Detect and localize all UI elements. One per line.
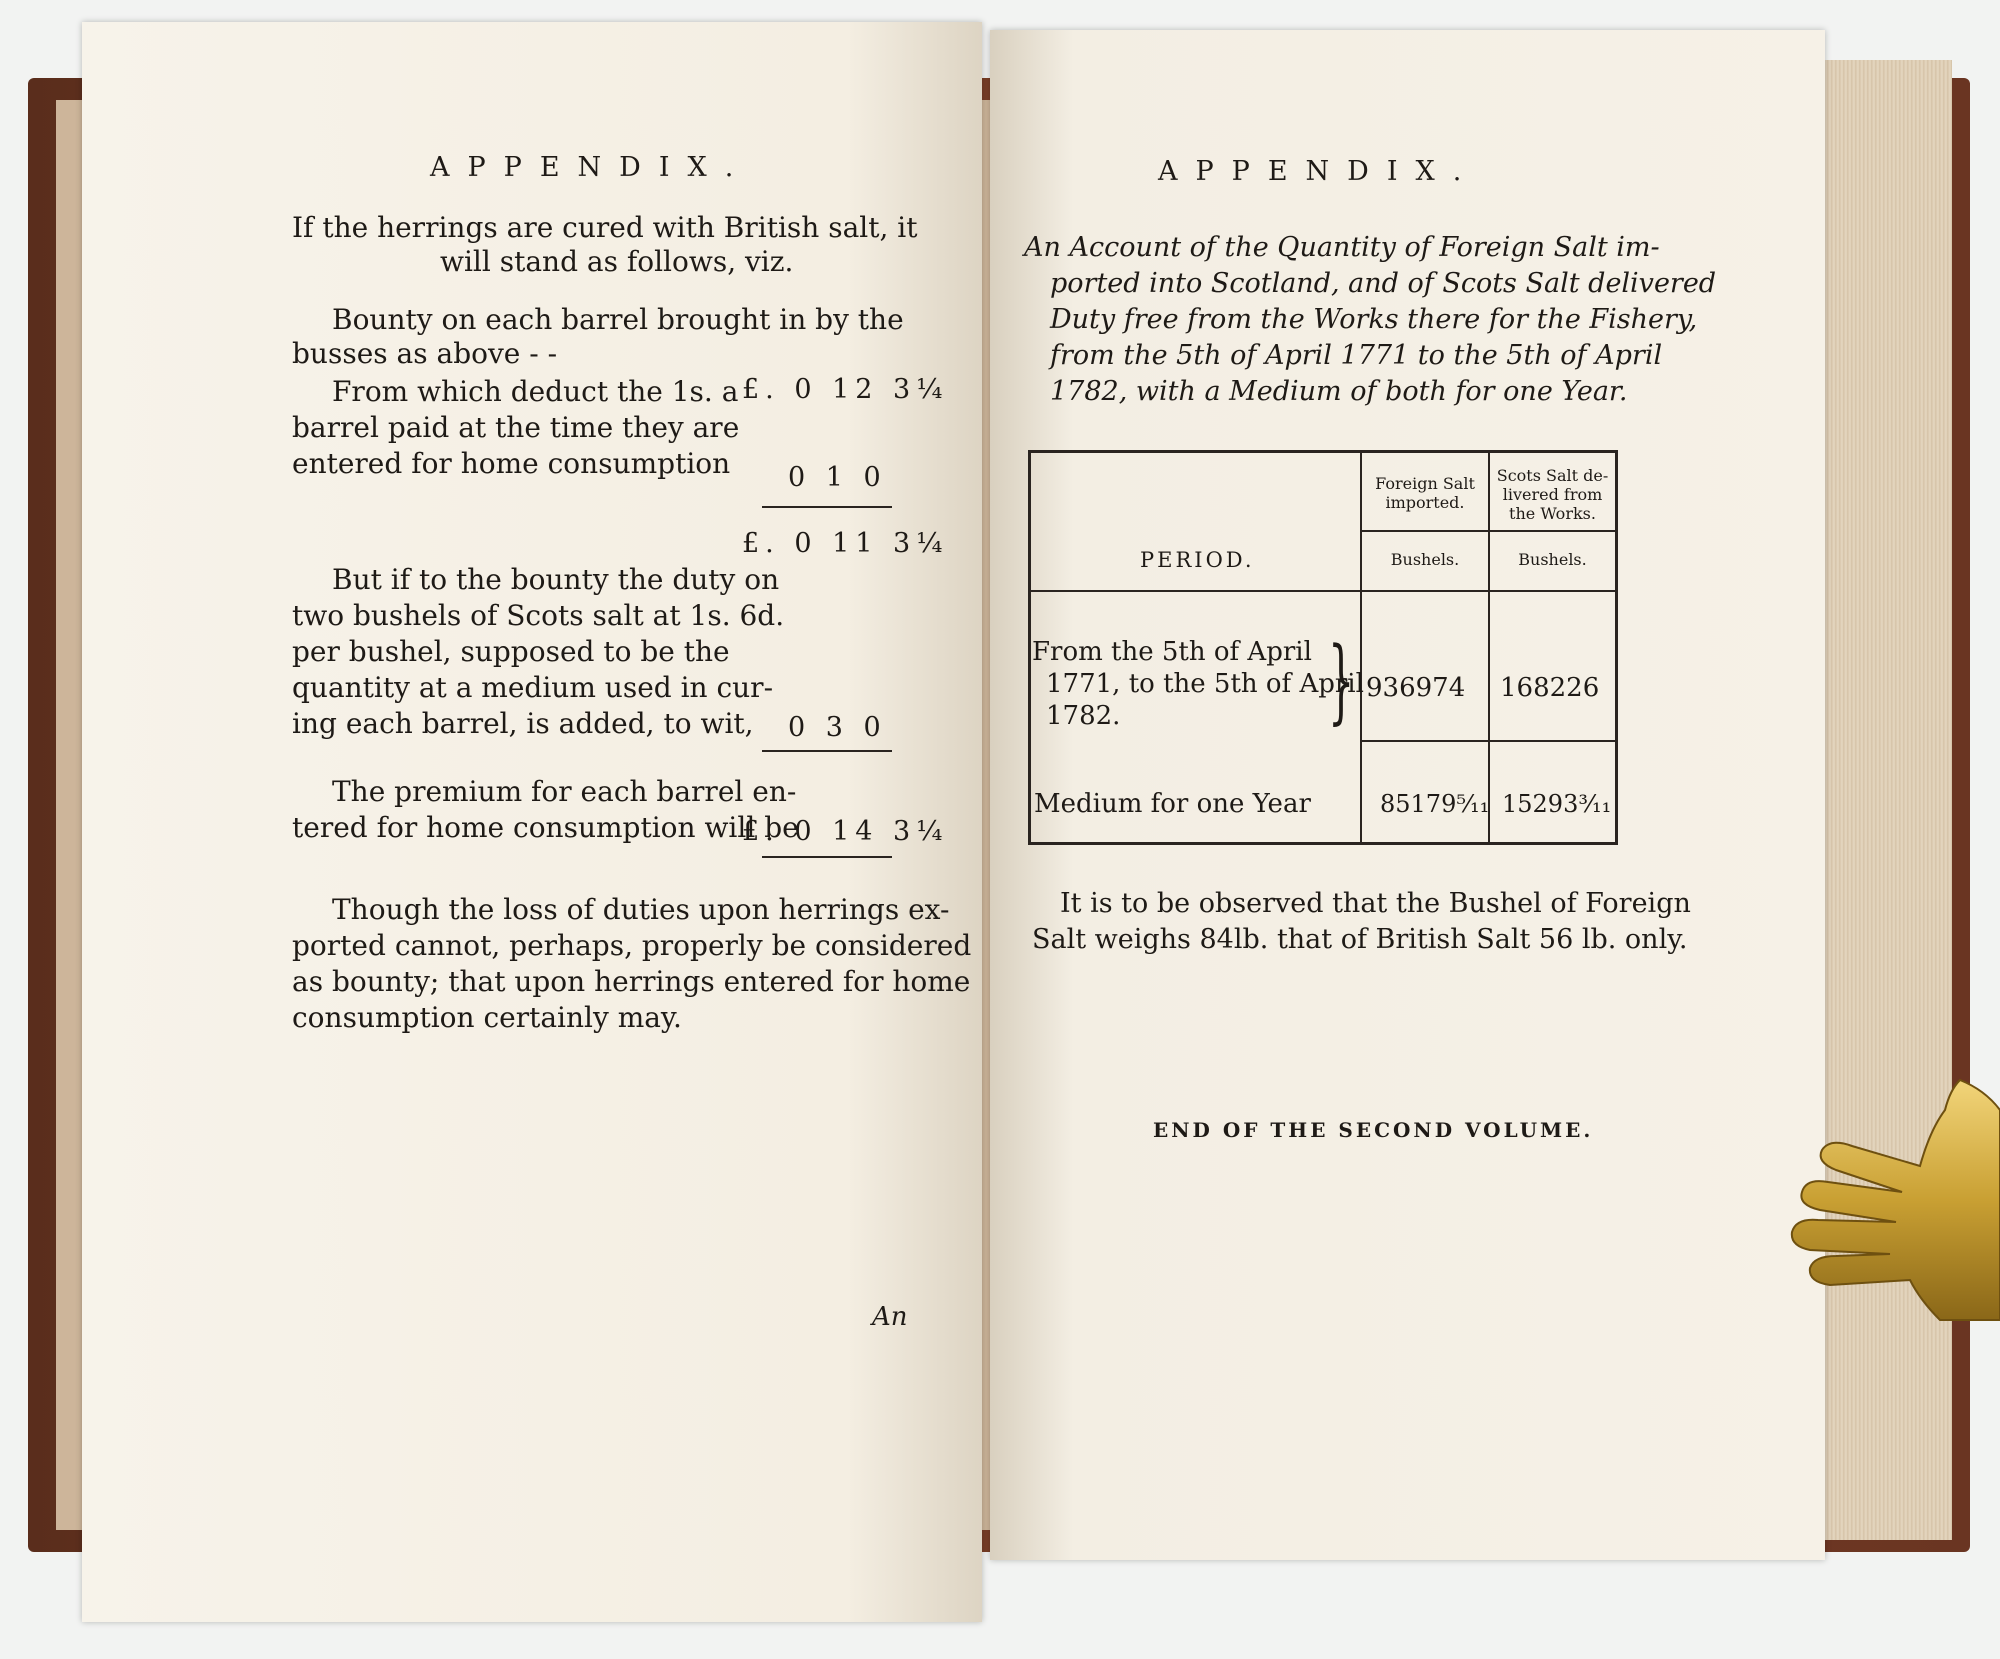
bounty-amount: £. 0 12 3¼ <box>742 374 949 405</box>
row1-scots: 168226 <box>1500 673 1600 703</box>
but-line-3: per bushel, supposed to be the <box>292 635 730 668</box>
right-page <box>990 30 1825 1560</box>
table-row-rule-2 <box>1490 740 1615 742</box>
deduct-line-2: barrel paid at the time they are <box>292 411 740 444</box>
premium-line-1: The premium for each barrel en- <box>332 775 797 808</box>
sum-rule-3 <box>762 856 892 858</box>
though-line-2: ported cannot, perhaps, properly be considered <box>292 929 972 962</box>
row1-foreign: 936974 <box>1366 673 1466 703</box>
left-page <box>82 22 982 1622</box>
unit-foreign: Bushels. <box>1390 550 1460 569</box>
but-line-1: But if to the bounty the duty on <box>332 563 780 596</box>
col-scots-header-2: livered from <box>1502 485 1603 504</box>
but-line-5: ing each barrel, is added, to wit, <box>292 707 754 740</box>
caption-line-4: from the 5th of April 1771 to the 5th of April <box>1050 340 1663 371</box>
col-foreign-header-1: Foreign Salt <box>1375 474 1475 493</box>
row1-period-line-3: 1782. <box>1046 701 1121 731</box>
but-line-4: quantity at a medium used in cur- <box>292 671 774 704</box>
bounty-line-2: busses as above - - <box>292 337 558 370</box>
col-foreign-header-2: imported. <box>1385 493 1465 512</box>
table-head-rule-2 <box>1362 590 1488 592</box>
table-right-rule <box>1615 450 1618 845</box>
deduct-line-1: From which deduct the 1s. a <box>332 375 739 408</box>
but-amount: 0 3 0 <box>788 712 887 743</box>
caption-line-2: ported into Scotland, and of Scots Salt delivered <box>1050 268 1717 299</box>
though-line-3: as bounty; that upon herrings entered for home <box>292 965 971 998</box>
row2-scots: 15293³⁄₁₁ <box>1502 790 1612 818</box>
sum-rule-1 <box>762 506 892 508</box>
end-of-volume: END OF THE SECOND VOLUME. <box>1153 1118 1594 1142</box>
table-head-rule-3 <box>1490 590 1615 592</box>
but-line-2: two bushels of Scots salt at 1s. 6d. <box>292 599 785 632</box>
table-row-rule-1 <box>1362 740 1488 742</box>
though-line-1: Though the loss of duties upon herrings ex- <box>332 893 950 926</box>
caption-line-5: 1782, with a Medium of both for one Year. <box>1050 376 1628 407</box>
note-line-1: It is to be observed that the Bushel of Foreign <box>1060 888 1691 919</box>
table-unit-rule-1 <box>1362 530 1488 532</box>
row2-period: Medium for one Year <box>1034 789 1311 819</box>
though-line-4: consumption certainly may. <box>292 1001 682 1034</box>
col-period-header: PERIOD. <box>1140 548 1255 572</box>
subtotal-amount: £. 0 11 3¼ <box>742 528 949 559</box>
table-bottom-rule <box>1028 842 1618 845</box>
unit-scots: Bushels. <box>1518 550 1587 569</box>
deduct-amount: 0 1 0 <box>788 462 887 493</box>
right-running-head: APPENDIX. <box>1158 156 1480 187</box>
col-scots-header-1: Scots Salt de- <box>1496 466 1609 485</box>
table-head-rule-1 <box>1030 590 1362 592</box>
row1-brace: } <box>1328 627 1355 734</box>
caption-line-3: Duty free from the Works there for the Fishery, <box>1050 304 1698 335</box>
row2-foreign: 85179⁵⁄₁₁ <box>1380 790 1490 818</box>
catchword: An <box>872 1302 908 1332</box>
caption-line-1: An Account of the Quantity of Foreign Salt im- <box>1024 232 1660 263</box>
bounty-line-1: Bounty on each barrel brought in by the <box>332 303 904 336</box>
note-line-2: Salt weighs 84lb. that of British Salt 56 lb. only. <box>1032 924 1688 955</box>
premium-amount: £. 0 14 3¼ <box>742 816 949 847</box>
premium-line-2: tered for home consumption will be <box>292 811 799 844</box>
table-unit-rule-2 <box>1490 530 1615 532</box>
brass-hand-bookmark <box>1770 1070 2000 1330</box>
row1-period-line-2: 1771, to the 5th of April <box>1046 669 1364 699</box>
intro-line-2: will stand as follows, viz. <box>440 245 794 278</box>
intro-line-1: If the herrings are cured with British salt, it <box>292 211 918 244</box>
table-left-rule <box>1028 450 1031 845</box>
col-scots-header-3: the Works. <box>1509 504 1596 523</box>
table-top-rule <box>1028 450 1618 453</box>
deduct-line-3: entered for home consumption <box>292 447 731 480</box>
row1-period-line-1: From the 5th of April <box>1032 637 1312 667</box>
left-running-head: APPENDIX. <box>430 152 752 183</box>
sum-rule-2 <box>762 750 892 752</box>
